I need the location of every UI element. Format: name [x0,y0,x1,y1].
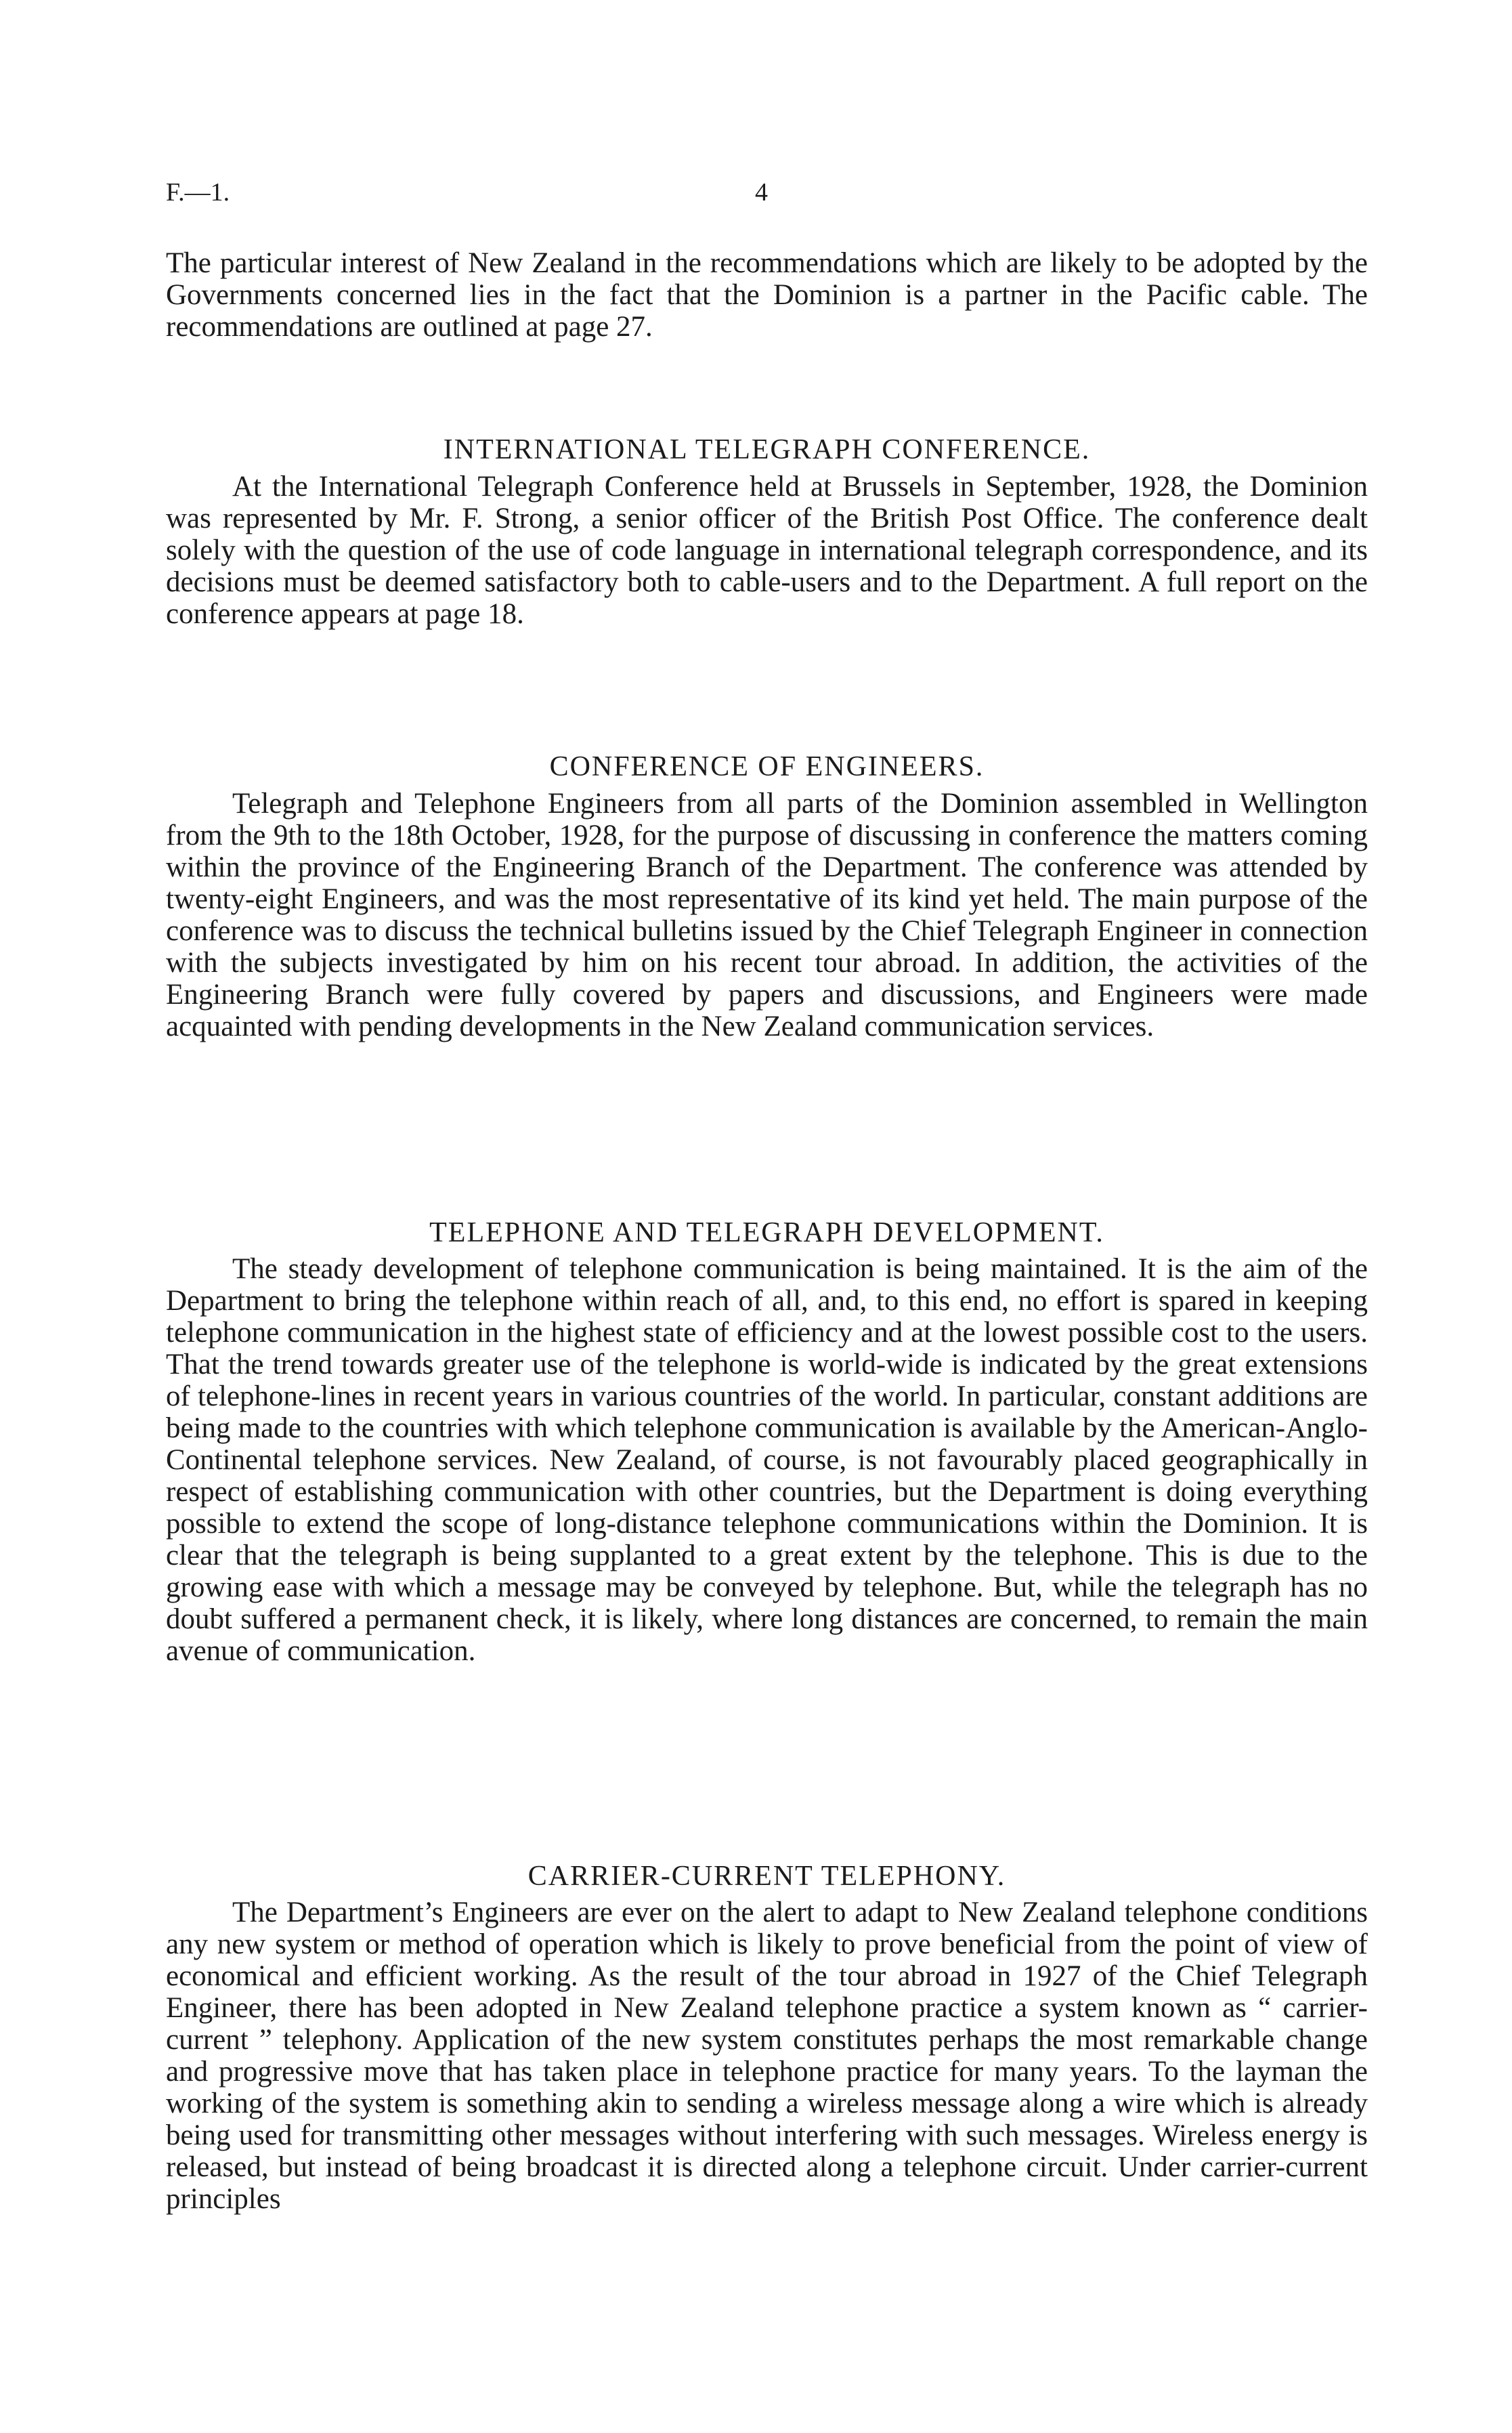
telephone-paragraph: The steady development of telephone communication is being maintained. It is the aim of the Department to bring the telephone within reach of all, and, to this end, no effort is spared in keeping telephone communication in the highest state of efficiency and at the lowest possible cost to the users. That the trend towards greater use of the telephone is world-wide is indicated by the great extensions of telephone-lines in recent years in various countries of the world. In particular, constant additions are being made to the countries with which telephone communication is available by the American-Anglo-Continental telephone services. New Zealand, of course, is not favourably placed geographically in respect of establishing communication with other countries, but the Department is doing everything possible to extend the scope of long-distance telephone communications within the Dominion. It is clear that the telegraph is being supplanted to a great extent by the telephone. This is due to the growing ease with which a message may be conveyed by telephone. But, while the telegraph has no doubt suffered a permanent check, it is likely, where long distances are concerned, to remain the main avenue of communication. [166,1253,1368,1667]
intro-section [166,247,1368,343]
itc-heading-block [166,433,1368,466]
itc-section [166,471,1368,630]
engineers-heading-block [166,750,1368,783]
intro-paragraph: The particular interest of New Zealand in the recommendations which are likely to be adopted by the Governments concerned lies in the fact that the Dominion is a partner in the Pacific cable. The recommendations are outlined at page 27. [166,247,1368,343]
telephone-section [166,1253,1368,1667]
carrier-section [166,1897,1368,2215]
engineers-paragraph: Telegraph and Telephone Engineers from all parts of the Dominion assembled in Wellington from the 9th to the 18th October, 1928, for the purpose of discussing in conference the matters coming within the province of the Engineering Branch of the Department. The conference was attended by twenty-eight Engineers, and was the most representative of its kind yet held. The main purpose of the conference was to discuss the technical bulletins issued by the Chief Telegraph Engineer in connection with the subjects investigated by him on his recent tour abroad. In addition, the activities of the Engineering Branch were fully covered by papers and discussions, and Engineers were made acquainted with pending developments in the New Zealand communication services. [166,788,1368,1042]
carrier-heading-block [166,1860,1368,1892]
telephone-heading-block [166,1216,1368,1249]
section-heading-itc: INTERNATIONAL TELEGRAPH CONFERENCE. [443,434,1091,465]
carrier-paragraph: The Department’s Engineers are ever on the alert to adapt to New Zealand telephone conditions any new system or method of operation which is likely to prove beneficial from the point of view of economical and efficient working. As the result of the tour abroad in 1927 of the Chief Telegraph Engineer, there has been adopted in New Zealand telephone practice a system known as “ carrier-current ” telephony. Application of the new system constitutes perhaps the most remarkable change and progressive move that has taken place in telephone practice for many years. To the layman the working of the system is something akin to sending a wireless message along a wire which is already being used for transmitting other messages without interfering with such messages. Wireless energy is released, but instead of being broadcast it is directed along a telephone circuit. Under carrier-current principles [166,1897,1368,2215]
page-header [166,177,1368,211]
itc-paragraph: At the International Telegraph Conference held at Brussels in September, 1928, the Dominion was represented by Mr. F. Strong, a senior officer of the British Post Office. The conference dealt solely with the question of the use of code language in international telegraph correspondence, and its decisions must be deemed satisfactory both to cable-users and to the Department. A full report on the conference appears at page 18. [166,471,1368,630]
engineers-section [166,788,1368,1042]
section-heading-carrier: CARRIER-CURRENT TELEPHONY. [527,1861,1006,1892]
page-number: 4 [755,178,768,207]
document-reference: F.—1. [166,178,230,207]
section-heading-engineers: CONFERENCE OF ENGINEERS. [549,751,985,782]
section-heading-telephone: TELEPHONE AND TELEGRAPH DEVELOPMENT. [429,1217,1104,1248]
